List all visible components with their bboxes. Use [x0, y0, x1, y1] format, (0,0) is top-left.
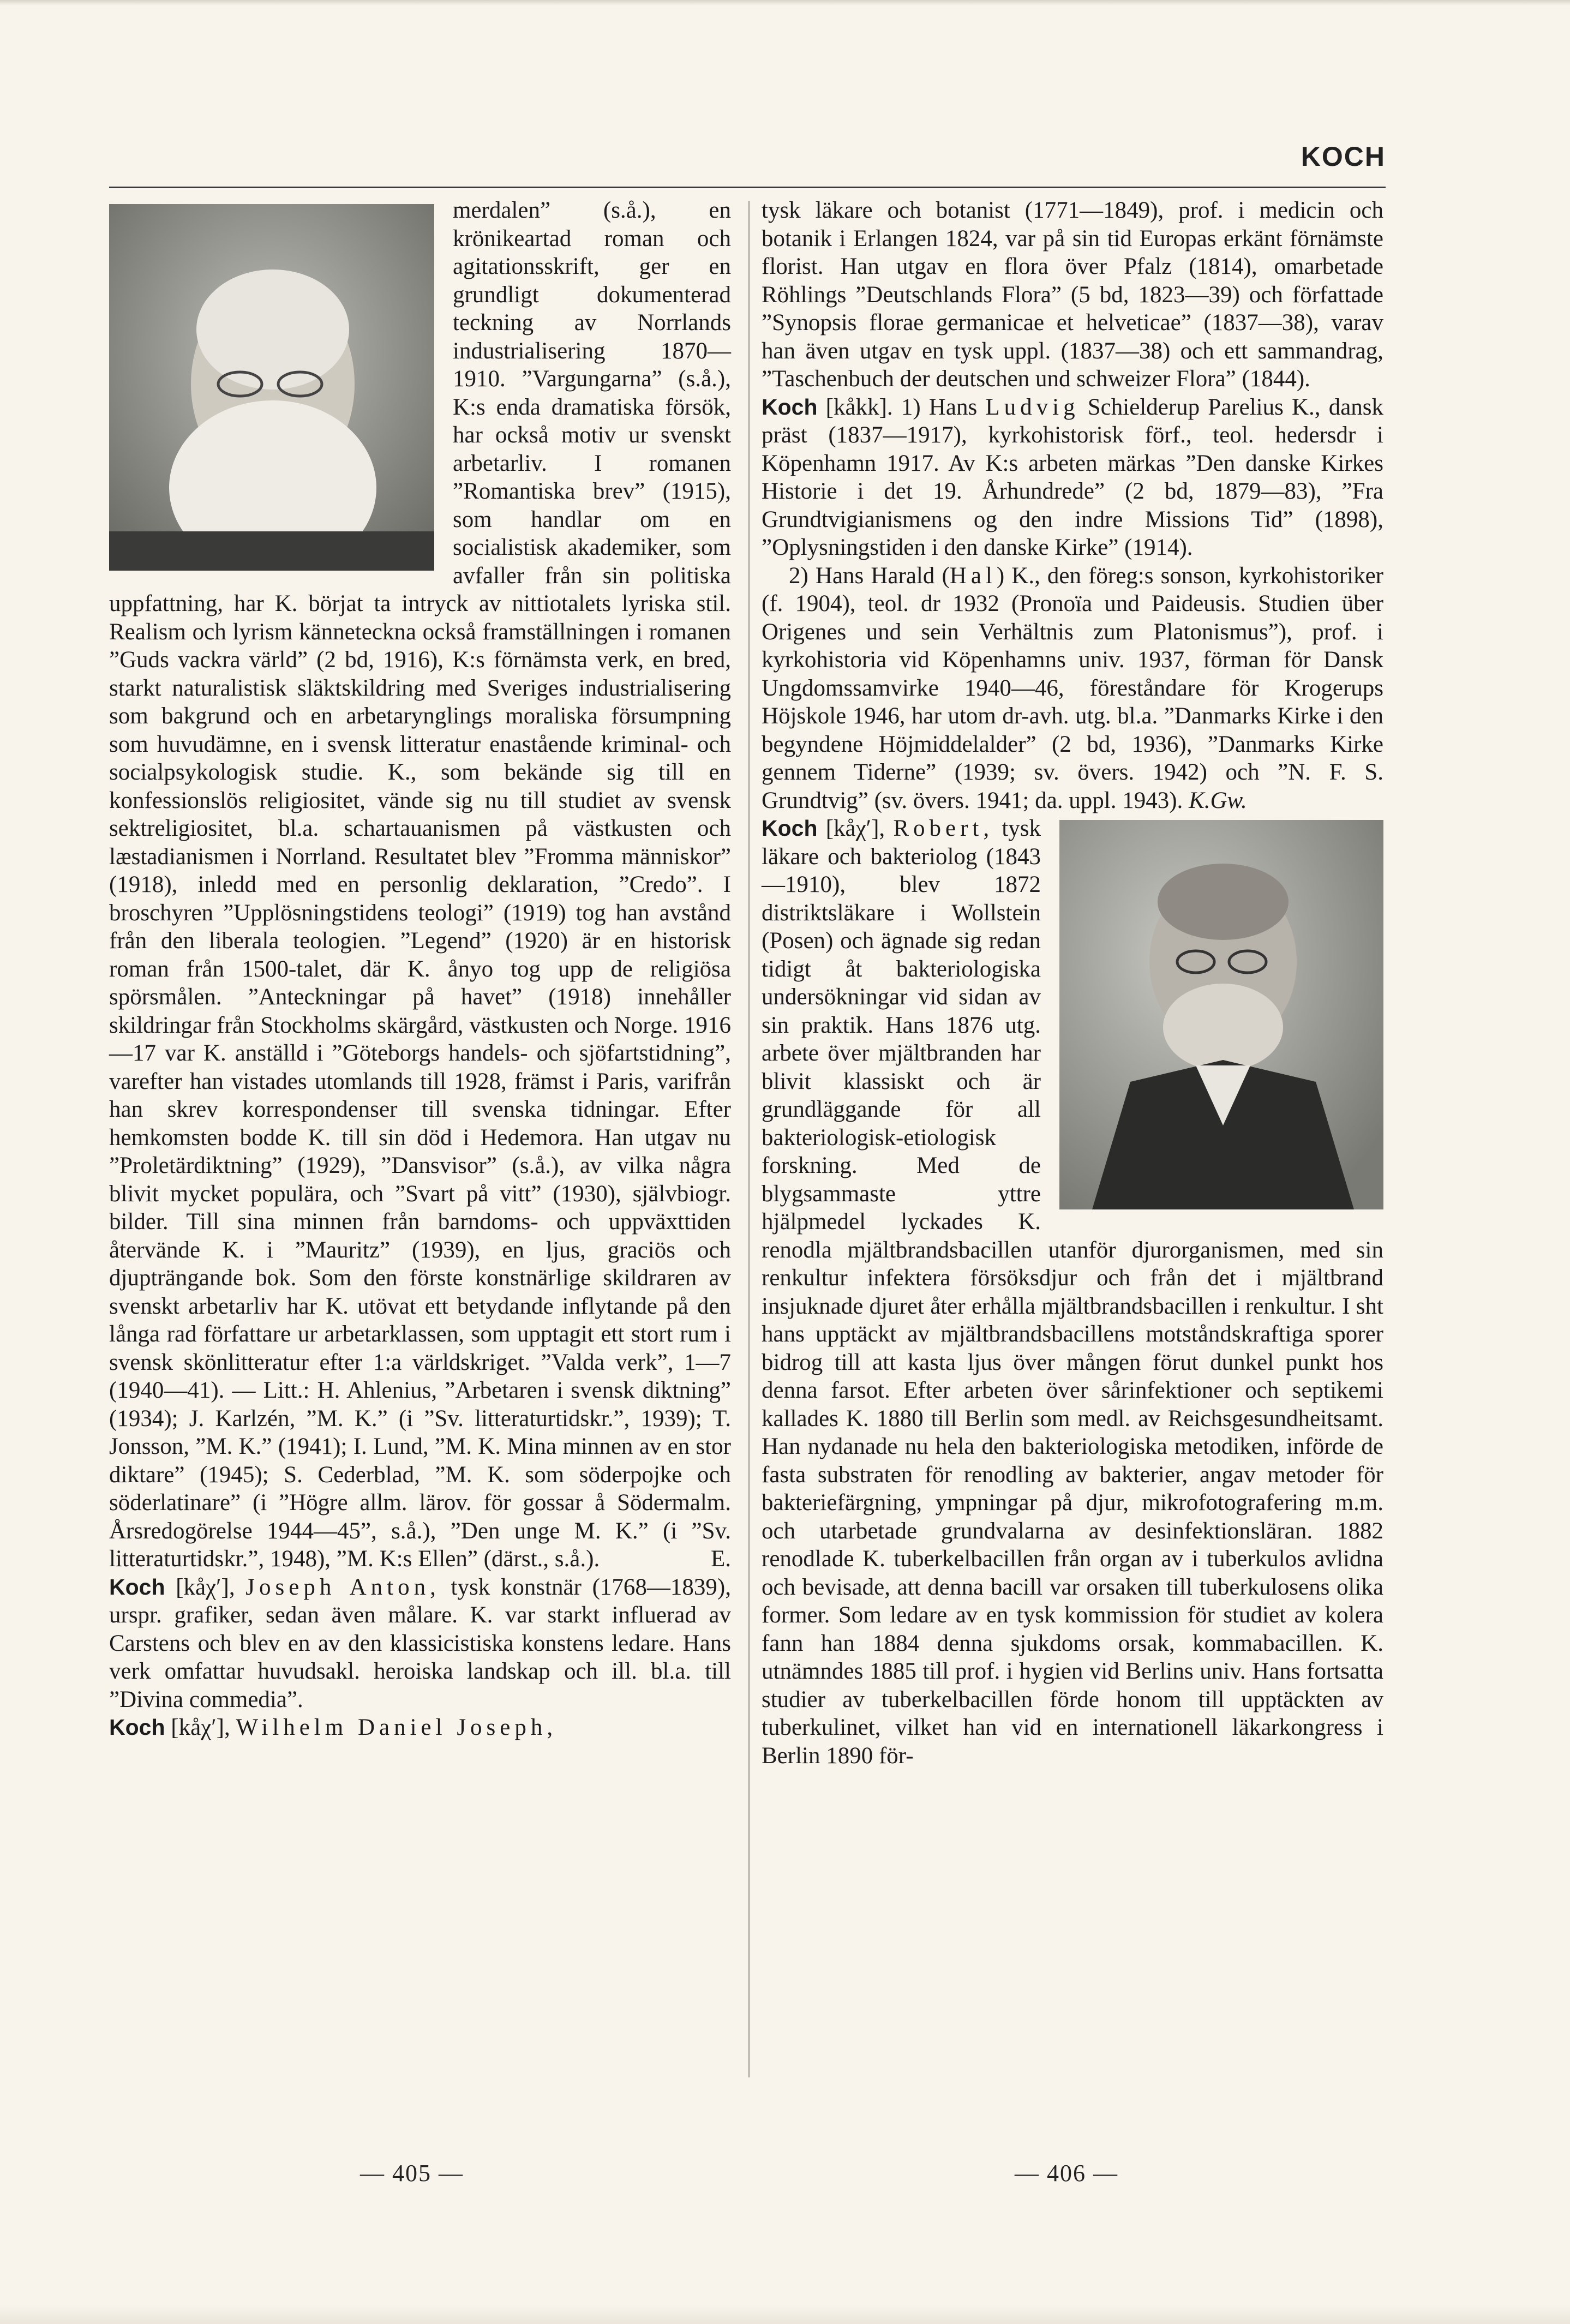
column-divider — [748, 201, 750, 2077]
entry-wilhelm-continuation: tysk läkare och botanist (1771—1849), prof. i medicin och botanik i Erlangen 1824, var på sin tid Europas erkänt förnämste florist. Han utgav en flora över Pfalz (1814), omarbetade Röhlings ”Deutschlands Flora” (5 bd, 1823—39) och författade ”Synopsis florae germanicae et helveticae” (1837—38), varav han även utgav en tysk uppl. (1837—38) och ett sammandrag, ”Taschenbuch der deutschen und schweizer Flora” (1844). — [762, 197, 1383, 392]
page-number-right: — 406 — — [1015, 2160, 1118, 2187]
entry-hans-harald-koch: 2) Hans Harald (Hal) K., den föreg:s sonson, kyrkohistoriker (f. 1904), teol. dr 1932 (Pronoïa und Paideusis. Studien über Origenes und sein Verhältnis zum Platonismus”), prof. i kyrkohistoria vid Köpenhamns univ. 1937, förman för Dansk Ungdomssamvirke 1940—46, föreståndare för Krogerups Höjskole 1946, har utom dr-avh. utg. bl.a. ”Danmarks Kirke i den begyndene Höjmiddelalder” (2 bd, 1936), ”Danmarks Kirke gennem Tiderne” (1939; sv. övers. 1942) och ”N. F. S. Grundtvig” (sv. övers. 1941; da. uppl. 1943). K.Gw. — [762, 562, 1383, 813]
left-column — [109, 196, 731, 1742]
page-number-left: — 405 — — [360, 2160, 464, 2187]
entry-wilhelm-koch: Koch [kåχ′], Wilhelm Daniel Joseph, — [109, 1715, 558, 1740]
scan-edge-bottom — [0, 2305, 1570, 2324]
entry-headword: Koch — [762, 816, 818, 841]
entry-headword: Koch — [109, 1574, 165, 1600]
signature: E. — [710, 1546, 731, 1572]
signature: K.Gw. — [1189, 787, 1247, 813]
entry-headword: Koch — [109, 1715, 165, 1740]
right-column — [762, 196, 1383, 1770]
entry-joseph-anton-koch: Koch [kåχ′], Joseph Anton, tysk konstnär (1768—1839), urspr. grafiker, sedan även målare. K. var starkt influerad av Carstens och blev en av den klassicistiska konstens ledare. Hans verk omfattar huvudsakl. heroiska landskap och ill. bl.a. till ”Divina commedia”. — [109, 1574, 731, 1712]
entry-hans-ludvig-koch: Koch [kåkk]. 1) Hans Ludvig Schielderup Parelius K., dansk präst (1837—1917), kyrkohistorisk förf., teol. hedersdr i Köpenhamn 1917. Av K:s arbeten märkas ”Den danske Kirkes Historie i det 19. Århundrede” (2 bd, 1879—83), ”Fra Grundtvigianismens og den indre Missions Tid” (1898), ”Oplysningstiden i den danske Kirke” (1914). — [762, 394, 1384, 560]
running-head: KOCH — [1301, 141, 1386, 172]
portrait-photo-right — [1059, 820, 1383, 1209]
entry-headword: Koch — [762, 394, 818, 420]
header-rule — [109, 187, 1386, 188]
scan-edge-top — [0, 0, 1570, 5]
portrait-photo-left — [109, 204, 434, 571]
portrait-photo-icon — [1059, 820, 1383, 1209]
portrait-photo-icon — [109, 204, 434, 571]
article-continuation: merdalen” (s.å.), en krönikeartad roman och agitationsskrift, ger en grundligt dokumenterad teckning av Norrlands industrialisering 1870—1910. ”Vargungarna” (s.å.), K:s enda dramatiska försök, har också motiv ur svenskt arbetarliv. I romanen ”Romantiska brev” (1915), som handlar om en socialistisk akademiker, som avfaller från sin politiska uppfattning, har K. börjat ta intryck av nittiotalets lyriska stil. Realism och lyrism känneteckna också framställningen i romanen ”Guds vackra värld” (2 bd, 1916), K:s förnämsta verk, en bred, starkt naturalistisk släktskildring med Sveriges industrialisering som bakgrund och en arbetarynglings moraliska försumpning som huvudämne, en i svensk litteratur enastående kriminal- och socialpsykologisk studie. K., som bekände sig till en konfessionslös religiositet, vände sig nu till studiet av svensk sektreligiositet, bl.a. schartauanismen på västkusten och læstadianismen i Norrland. Resultatet blev ”Fromma människor” (1918), inledd med en personlig deklaration, ”Credo”. I broschyren ”Upplösningstidens teologi” (1919) tog han avstånd från den liberala teologien. ”Legend” (1920) är en historisk roman från 1500-talet, där K. ånyo tog upp de religiösa spörsmålen. ”Anteckningar på havet” (1918) innehåller skildringar från Stockholms skärgård, västkusten och Norge. 1916—17 var K. anställd i ”Göteborgs handels- och sjöfartstidning”, varefter han vistades utomlands till 1928, främst i Paris, varifrån han skrev korrespondenser till svenska tidningar. Efter hemkomsten bodde K. till sin död i Hedemora. Han utgav nu ”Proletärdiktning” (1929), ”Dansvisor” (s.å.), av vilka några blivit mycket populära, och ”Svart på vitt” (1930), självbiogr. bilder. Till sina minnen från barndoms- och uppväxttiden återvände K. i ”Mauritz” (1939), en ljus, graciös och djupträngande bok. Som den förste konstnärlige skildraren av svenskt arbetarliv har K. utövat ett betydande inflytande på den långa rad författare ur arbetarklassen, som upptagit ett stort rum i svensk skönlitteratur efter 1:a världskriget. ”Valda verk”, 1—7 (1940—41). — Litt.: H. Ahlenius, ”Arbetaren i svensk diktning” (1934); J. Karlzén, ”M. K.” (i ”Sv. litteraturtidskr.”, 1939); T. Jonsson, ”M. K.” (1941); I. Lund, ”M. K. Mina minnen av en stor diktare” (1945); S. Cederblad, ”M. K. som söderpojke och söderlatinare” (i ”Högre allm. lärov. för gossar å Södermalm. Årsredogörelse 1944—45”, s.å.), ”Den unge M. K.” (i ”Sv. litteraturtidskr.”, 1948), ”M. K:s Ellen” (därst., s.å.). E. — [109, 196, 731, 1573]
entry-robert-koch: Koch [kåχ′], Robert, tysk läkare och bakteriolog (1843—1910), blev 1872 distriktsläkare i Wollstein (Posen) och ägnade sig redan tidigt åt bakteriologiska undersökningar vid sidan av sin praktik. Hans 1876 utg. arbete över mjältbranden har blivit klassiskt och är grundläggande för all bakteriologisk-etiologisk forskning. Med de blygsammaste yttre hjälpmedel lyckades K. renodla mjältbrandsbacillen utanför djurorganismen, med sin renkultur infektera försöksdjur och från det i mjältbrand insjuknade djuret åter erhålla mjältbrandsbacillen i renkultur. I sht hans upptäckt av mjältbrandsbacillens motståndskraftiga sporer bidrog till att kasta ljus över mången förut dunkel punkt hos denna farsot. Efter arbeten över sårinfektioner och septikemi kallades K. 1880 till Berlin som medl. av Reichsgesundheitsamt. Han nydanade nu hela den bakteriologiska metodiken, införde de fasta substraten för renodling av bakterier, angav metoder för bakteriefärgning, ympningar på djur, mikrofotografering m.m. och utarbetade grundvalarna av desinfektionsläran. 1882 renodlade K. tuberkelbacillen från organ av i tuberkulos avlidna och bevisade, att denna bacill var orsaken till tuberkulosens olika former. Som ledare av en tysk kommission för studiet av kolera fann han 1884 denna sjukdoms orsak, kommabacillen. K. utnämndes 1885 till prof. i hygien vid Berlins univ. Hans fortsatta studier av tuberkelbacillen förde honom till upptäckten av tuberkulinet, vilket han vid en internationell läkarkongress i Berlin 1890 för- — [762, 816, 1383, 1769]
